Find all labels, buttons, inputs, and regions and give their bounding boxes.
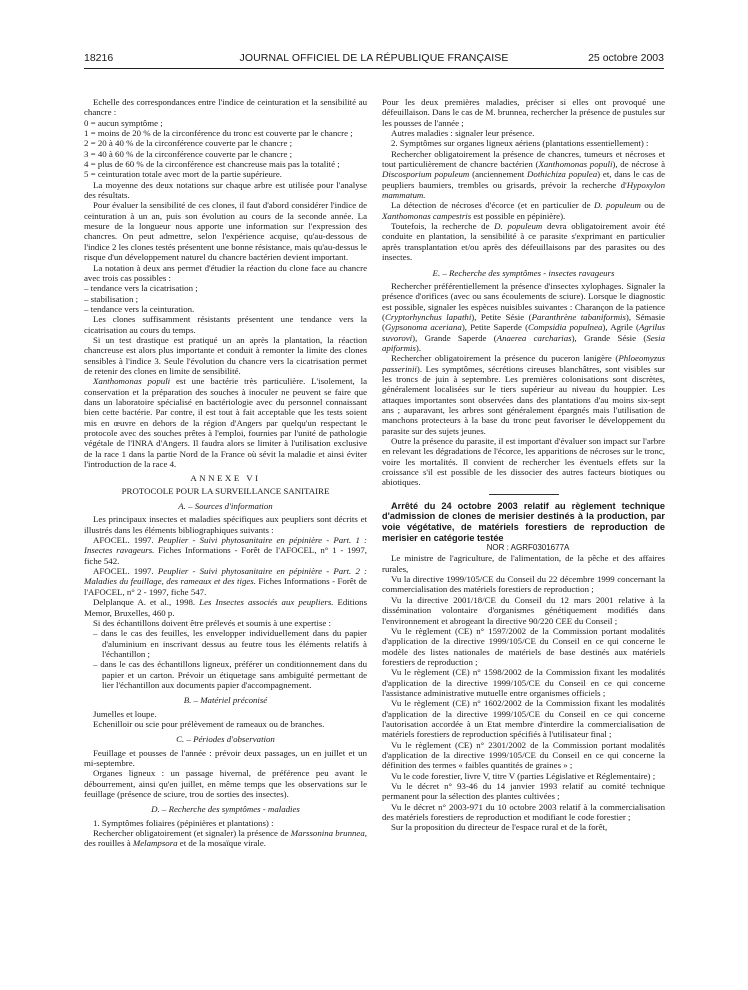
- text: ), Sémasie (: [382, 311, 665, 333]
- paragraph: 2. Symptômes sur organes ligneux aériens (plantations essentiellement) :: [391, 138, 649, 149]
- text: ). Les symptômes, sécrétions cireuses blanchâtres, sont visibles sur les troncs de juin à septembre. Les premières colonisations sont discrètes, généralement localisées sur le tiers supérieur au niveau du houppier. Les attaques importantes sont observées dans des plantations d'au moins six-sept ans ; auparavant, les arbres sont généralement épargnés mais l'utilisation de manchons protecteurs à la base du tronc peut favoriser le développement du parasite sur des sujets jeunes.: [382, 363, 665, 436]
- annexe-heading: ANNEXE VI: [190, 473, 261, 484]
- protocol-heading: PROTOCOLE POUR LA SURVEILLANCE SANITAIRE: [121, 485, 330, 496]
- species-name: Paranthrène tabaniformis: [531, 311, 626, 322]
- journal-title: JOURNAL OFFICIEL DE LA RÉPUBLIQUE FRANÇAISE: [239, 52, 509, 64]
- ref-author: AFOCEL. 1997.: [93, 535, 158, 546]
- reference: [84, 597, 367, 618]
- paragraph: [382, 281, 665, 353]
- paragraph: [84, 376, 367, 469]
- paragraph: 1. Symptômes foliaires (pépinières et plantations) :: [93, 817, 274, 828]
- species-name: Phloeomyzus passerinii: [382, 353, 665, 374]
- species-name: Compsidia populnea: [528, 322, 603, 333]
- left-column: [84, 97, 367, 849]
- reference: [84, 535, 367, 566]
- paragraph: [382, 221, 665, 262]
- ref-title: Peuplier - Suivi phytosanitaire en pépinière - Part. 1 : Insectes ravageurs.: [84, 535, 367, 556]
- text: ), Petite Saperde (: [461, 322, 529, 333]
- species-name: Xanthomonas campestris: [382, 210, 472, 221]
- paragraph: Autres maladies : signaler leur présence.: [391, 128, 535, 139]
- visa: Le ministre de l'agriculture, de l'alimentation, de la pêche et des affaires rurales,: [382, 553, 665, 574]
- visa: Vu le règlement (CE) n° 1597/2002 de la Commission portant modalités d'application de la directive 1999/105/CE du Conseil en ce qui concerne le modèle des listes nationales de matériels de base destinés aux matériels forestiers de reproduction ;: [382, 625, 665, 667]
- visa: Sur la proposition du directeur de l'espace rural et de la forêt,: [391, 822, 608, 833]
- visa: Vu le décret n° 2003-971 du 10 octobre 2003 relatif à la commercialisation des matériels forestiers de reproduction et modifiant le code forestier ;: [382, 801, 665, 823]
- visa: Vu le règlement (CE) n° 1602/2002 de la Commission fixant les modalités d'application de la directive 1999/105/CE du Conseil en ce qui concerne l'autorisation accordée à un Etat membre d'interdire la commercialisation de matériels forestiers de reproduction spécifiés à l'utilisateur final ;: [382, 698, 665, 740]
- visa: Vu le décret n° 93-46 du 14 janvier 1993 relatif au comité technique permanent pour la sélection des plantes cultivées ;: [382, 781, 665, 802]
- species-name: Gypsonoma aceriana: [384, 322, 462, 333]
- scale-item: 3 = 40 à 60 % de la circonférence couverte par le chancre ;: [84, 148, 293, 159]
- scale-item: 1 = moins de 20 % de la circonférence du tronc est couverte par le chancre ;: [84, 128, 353, 139]
- page-header: [84, 52, 664, 66]
- ref-source: Fiches Informations - Forêt de l'AFOCEL, n° 1 - 1997, fiche 542.: [84, 545, 367, 566]
- decree-title: Arrêté du 24 octobre 2003 relatif au règlement technique d'admission de clones de merisier destinés à la production, par voie végétative, de matériels forestiers de reproduction de merisier en catégorie testée: [382, 500, 665, 543]
- text: Rechercher obligatoirement (et signaler) la présence de: [93, 828, 291, 839]
- paragraph: [382, 353, 665, 436]
- scale-item: 4 = plus de 60 % de la circonférence est chancreuse mais pas la totalité ;: [84, 159, 340, 170]
- reference: [84, 566, 367, 597]
- visa: Vu le code forestier, livre V, titre V (parties Législative et Réglementaire) ;: [391, 770, 656, 781]
- section-heading-b: B. – Matériel préconisé: [183, 695, 268, 706]
- dash-item: – dans le cas des feuilles, les envelopper individuellement dans du papier d'aluminium en inscrivant dessus au feutre tous les éléments relatifs à l'échantillon ;: [93, 628, 367, 659]
- species-name: D. populeum: [593, 200, 641, 211]
- scale-item: 5 = ceinturation totale avec mort de la partie supérieure.: [84, 169, 282, 180]
- ref-author: Delplanque A. et al., 1998.: [93, 597, 200, 608]
- paragraph: Si des échantillons doivent être prélevés et soumis à une expertise :: [93, 617, 331, 628]
- section-separator: [489, 494, 559, 495]
- text: ), de nécrose à: [612, 159, 665, 170]
- case-item: – tendance vers la ceinturation.: [84, 303, 195, 314]
- text: ), Grande Saperde (: [412, 332, 497, 343]
- header-rule: [84, 68, 664, 69]
- paragraph: [382, 200, 665, 221]
- paragraph-text: est une bactérie très particulière. L'isolement, la conservation et la préparation des souches à inoculer ne peuvent se faire que dans un laboratoire spécialisé en bactériologie avec du personnel connaissant bien cette bactérie. Par contre, il est tout à fait acceptable que les tests soient mis en œuvre en dehors de la région d'Angers par quelqu'un respectant le protocole avec des souches prêtes à l'emploi, fournies par l'unité de pathologie végétale de l'INRA d'Angers. Il faudra alors se limiter à l'utilisation exclusive de la race 1 dans la partie Nord de la France où sévit la maladie et ainsi éviter l'introduction de la race 4.: [84, 376, 367, 470]
- paragraph: La moyenne des deux notations sur chaque arbre est utilisée pour l'analyse des résultats.: [84, 179, 367, 201]
- visa: Vu la directive 2001/18/CE du Conseil du 12 mars 2001 relative à la dissémination volontaire d'organismes génétiquement modifiés dans l'environnement et abrogeant la directive 90/220 CEE du Conseil ;: [382, 594, 665, 626]
- text: ), Petite Sésie (: [471, 311, 532, 322]
- dash-item: – dans le cas des échantillons ligneux, préférer un conditionnement dans du papier et un carton. Prévoir un étiquetage sans ambiguïté permettant de lier l'échantillon aux documents papier d'accompagnement.: [93, 659, 367, 690]
- text: Toutefois, la recherche de: [391, 221, 495, 232]
- section-heading-c: C. – Périodes d'observation: [176, 734, 275, 745]
- text: Rechercher obligatoirement la présence du puceron lanigère (: [391, 353, 619, 364]
- ref-title: Peuplier - Suivi phytosanitaire en pépinière - Part. 2 : Maladies du feuillage, des rameaux et des tiges.: [84, 566, 367, 587]
- paragraph: Outre la présence du parasite, il est important d'évaluer son impact sur l'arbre en relevant les dégradations de l'écorce, les apparitions de nécroses sur le tronc, voire les mortalités. Il convient de rechercher les éventuels effets sur la croissance s'il est possible de les dissocier des autres facteurs biotiques ou abiotiques.: [382, 436, 665, 488]
- section-heading-a: A. – Sources d'information: [178, 501, 273, 512]
- text: (anciennement: [469, 169, 528, 180]
- paragraph: Organes ligneux : un passage hivernal, de préférence peu avant le débourrement, ainsi qu'en juillet, en même temps que les observations sur le feuillage (présence de sciure, trou de sorties des insectes).: [84, 768, 367, 799]
- paragraph: Les principaux insectes et maladies spécifiques aux peupliers sont décrits et illustrés dans les éléments bibliographiques suivants :: [84, 514, 367, 535]
- issue-date: 25 octobre 2003: [588, 52, 664, 64]
- text: ), Grande Sésie (: [571, 332, 647, 343]
- visa: Vu le règlement (CE) n° 1598/2002 de la Commission fixant les modalités d'application de la directive 1999/105/CE du Conseil en ce qui concerne l'assistance administrative mutuelle entre organismes officiels ;: [382, 667, 665, 698]
- paragraph: Feuillage et pousses de l'année : prévoir deux passages, un en juillet et un mi-septembre.: [84, 747, 367, 768]
- text: La détection de nécroses d'écorce (et en particulier de: [391, 200, 594, 211]
- visa: Vu le règlement (CE) n° 2301/2002 de la Commission portant modalités d'application de la directive 1999/105/CE du Conseil en ce qui concerne la définition des termes « faibles quantités de graines » ;: [382, 739, 665, 771]
- text: Rechercher préférentiellement la présence d'insectes xylophages. Signaler la présence d'orifices (avec ou sans écoulements de sciure). Lorsque le diagnostic est possible, signaler les espèces nuisibles suivantes : Charançon de la patience (: [382, 280, 665, 322]
- paragraph: Si un test drastique est pratiqué un an après la plantation, la réaction chancreuse est alors plus importante et conduit à remonter la limite des clones sensibles à l'indice 3. Seule l'évolution du chancre vers la cicatrisation permet de retenir des clones en limite de sensibilité.: [84, 334, 367, 376]
- nor-reference: NOR : AGRF0301677A: [486, 543, 570, 553]
- case-item: – stabilisation ;: [84, 293, 139, 304]
- species-name: Dothichiza populea: [527, 169, 598, 180]
- right-column: [382, 97, 665, 833]
- species-name: D. populeum: [494, 221, 543, 232]
- paragraph: Pour les deux premières maladies, préciser si elles ont provoqué une défeuillaison. Dans le cas de M. brunnea, rechercher la présence de pustules sur les pousses de l'année ;: [382, 97, 665, 128]
- ref-author: AFOCEL. 1997.: [93, 566, 158, 577]
- text: devra obligatoirement avoir été conduite en plantation, la sensibilité à ce parasite s'exprimant en particulier après transplantation et/ou après des défeuillaisons par des parasites ou des insectes.: [382, 221, 665, 263]
- paragraph: La notation à deux ans permet d'étudier la réaction du clone face au chancre avec trois cas possibles :: [84, 262, 367, 283]
- ref-source: Editions Memor, Bruxelles, 460 p.: [84, 597, 368, 618]
- section-heading-d: D. – Recherche des symptômes - maladies: [151, 804, 300, 815]
- paragraph: Pour évaluer la sensibilité de ces clones, il faut d'abord considérer l'indice de ceinturation à un an, puis son évolution au cours de la seconde année. La mesure de la longueur nous apporte une information sur l'expression des chancres. On peut admettre, selon l'expérience acquise, qu'au-dessous de l'indice 2 les clones testés présentent une bonne résistance, mais qu'au-dessus le risque d'un développement naturel du chancre bactérien devient important.: [84, 200, 367, 263]
- ref-source: Fiches Informations - Forêt de l'AFOCEL, n° 2 - 1997, fiche 547.: [84, 576, 367, 597]
- species-name: Melampsora: [132, 838, 178, 849]
- paragraph: Les clones suffisamment résistants présentent une tendance vers la cicatrisation au cours du temps.: [84, 314, 367, 335]
- text: ) et, dans le cas de peupliers baumiers, trembles ou grisards, prévoir la recherche d': [382, 169, 665, 190]
- section-heading-e: E. – Recherche des symptômes - insectes ravageurs: [432, 267, 615, 278]
- visa: Vu la directive 1999/105/CE du Conseil du 22 décembre 1999 concernant la commercialisation des matériels forestiers de reproduction ;: [382, 574, 665, 595]
- text: ), Agrile (: [602, 322, 639, 333]
- species-name: Discosporium populeum: [382, 169, 470, 180]
- text: ).: [415, 342, 422, 353]
- species-name: Cryptorhynchus lapathi: [384, 311, 472, 322]
- ref-title: Les Insectes associés aux peupliers.: [199, 597, 334, 608]
- species-name: Marssonina brunnea: [290, 828, 365, 839]
- paragraph: [382, 149, 665, 201]
- species-name: Agrilus suvorovi: [382, 322, 665, 343]
- paragraph: Echelle des correspondances entre l'indice de ceinturation et la sensibilité au chancre :: [84, 97, 367, 118]
- species-name: Sesia apiformis: [382, 332, 665, 353]
- species-name: Anaerea carcharias: [496, 332, 572, 343]
- text: Rechercher obligatoirement la présence de chancres, tumeurs et nécroses et tout particulièrement de chancre bactérien (: [382, 148, 665, 170]
- scale-item: 0 = aucun symptôme ;: [84, 117, 163, 128]
- paragraph: Echenilloir ou scie pour prélèvement de rameaux ou de branches.: [93, 718, 325, 729]
- species-name: Xanthomonas populi: [93, 376, 171, 387]
- text: , des rouilles à: [84, 828, 367, 849]
- page-number: 18216: [84, 52, 114, 64]
- text: est possible en pépinière).: [471, 210, 566, 221]
- text: ou de: [640, 200, 665, 211]
- paragraph: Jumelles et loupe.: [93, 708, 157, 719]
- paragraph: [84, 828, 367, 849]
- case-item: – tendance vers la cicatrisation ;: [84, 283, 198, 294]
- species-name: Hypoxylon mammatum.: [382, 179, 665, 201]
- text: et de la mosaïque virale.: [177, 838, 266, 849]
- species-name: Xanthomonas populi: [538, 159, 613, 170]
- scale-item: 2 = 20 à 40 % de la circonférence couverte par le chancre ;: [84, 138, 293, 149]
